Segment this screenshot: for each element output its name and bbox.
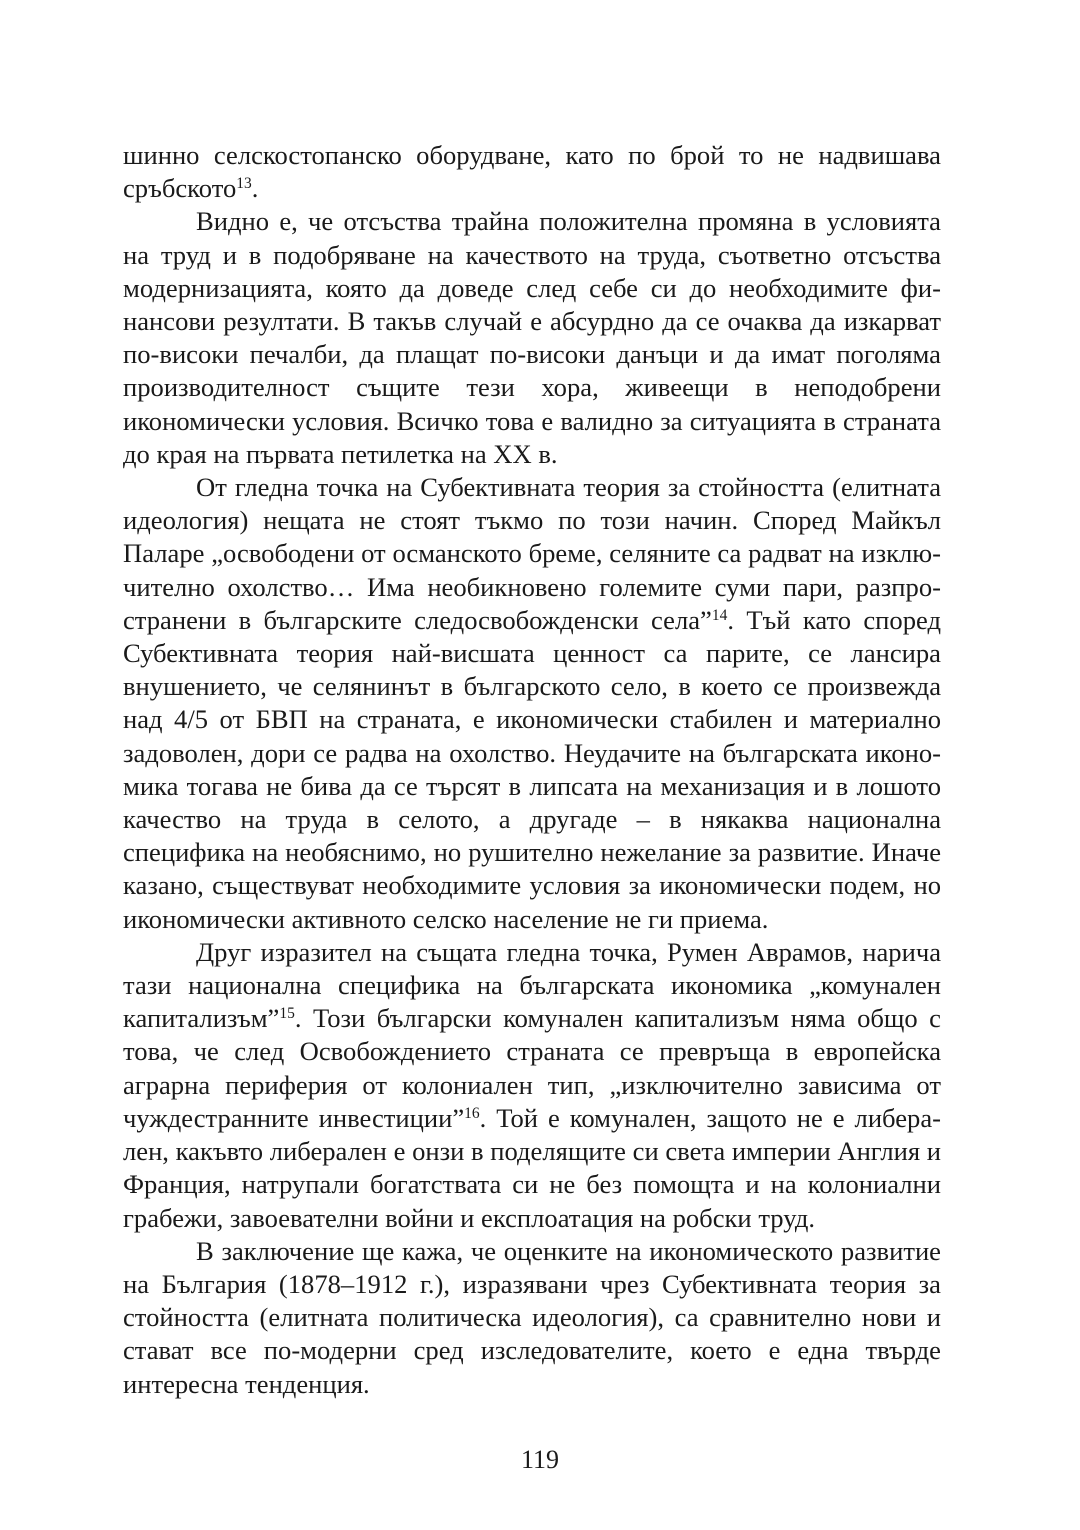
footnote-ref-16[interactable]: 16 [464,1105,480,1123]
footnote-ref-14[interactable]: 14 [711,606,728,624]
paragraph-1-text-2: . [251,173,259,204]
page-body [123,139,941,1401]
paragraph-2 [123,205,941,471]
footnote-ref-15[interactable]: 15 [279,1005,295,1023]
paragraph-3 [123,471,941,936]
paragraph-4-text-1: Друг изразител на същата гледна точка, Румен Аврамов, нарича тази национална специфика на българската икономика „комунален капитализъм” [123,936,941,1034]
paragraph-4 [123,936,941,1235]
page-number: 119 [520,1445,560,1474]
paragraph-1 [123,139,941,205]
paragraph-4-text-2: . Този български комунален капитализъм няма общо с това, че след Освобождението страната се превръща в европейска аграрна периферия от колониален тип, „изключително зависима от чуждестранните инвестиции” [123,1003,941,1133]
paragraph-3-text-2: . Тъй като според Субективната теория най-висшата ценност са парите, се лансира внушението, че селянинът в българското село, в което се произвежда над 4/5 от БВП на страната, е икономически стабилен и материално задоволен, дори се радва на охолство. Неудачите на българската икономика тогава не бива да се търсят в липсата на механизация и в лошото качество на труда в селото, а другаде – в някаква национална специфика на необяснимо, но рушително нежелание за развитие. Иначе казано, съществуват необходимите условия за икономически подем, но икономически активното селско население не ги приема. [123,604,941,934]
paragraph-2-text-1: Видно е, че отсъства трайна положителна промяна в условията на труд и в подобряване на качеството на труда, съответно отсъства модернизацията, която да доведе след себе си до необходимите финансови резултати. В такъв случай е абсурдно да се очаква да изкарват по-високи печалби, да плащат по-високи данъци и да имат поголяма производителност същите тези хора, живеещи в неподобрени икономически условия. Всичко това е валидно за ситуацията в страната до края на първата петилетка на ХХ в. [123,206,941,469]
paragraph-3-text-1: От гледна точка на Субективната теория за стойността (елитната идеология) нещата не стоят тъкмо по този начин. Според Майкъл Паларе „освободени от османското бреме, селяните са радват на изключително охолство… Има необикновено големите суми пари, разпространени в българските следосвобожденски села” [123,472,941,635]
paragraph-1-text-1: шинно селскостопанско оборудване, като по брой то не надвишава сръбското [123,140,941,204]
footnote-ref-13[interactable]: 13 [236,175,252,193]
paragraph-5 [123,1235,941,1401]
paragraph-4-text-3: . Той е комунален, защото не е либерален, какъвто либерален е онзи в поделящите си света империи Англия и Франция, натрупали богатствата си не без помощта и на колониални грабежи, завоевателни войни и експлоатация на робски труд. [123,1102,941,1233]
paragraph-5-text-1: В заключение ще кажа, че оценките на икономическото развитие на България (1878–1912 г.), изразявани чрез Субективната теория за стойността (елитната политическа идеология), са сравнително нови и стават все по-модерни сред изследователите, което е една твърде интересна тенденция. [123,1235,941,1399]
